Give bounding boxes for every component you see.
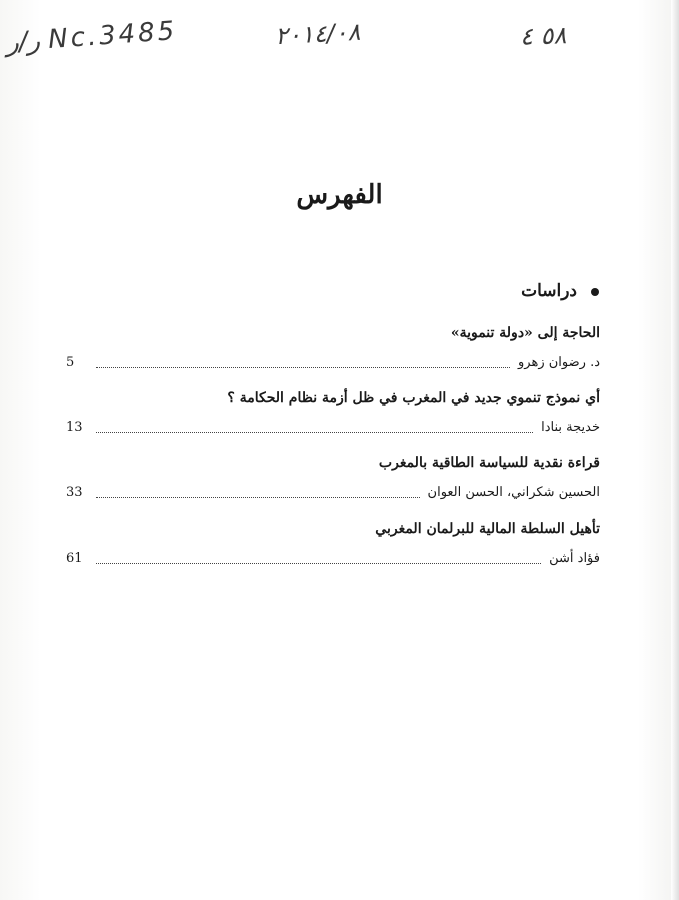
handwritten-date: ٢٠١٤/٠٨ [274, 17, 362, 51]
page-edge-shadow [671, 0, 679, 900]
dotted-leader [96, 497, 420, 498]
toc-entry[interactable] [66, 322, 600, 372]
toc-entry-author: د. رضوان زهرو [518, 355, 600, 370]
toc-entry-line [66, 480, 600, 502]
toc-entry-title: الحاجة إلى «دولة تنموية» [450, 325, 600, 341]
toc-entry-page: 61 [66, 551, 83, 566]
toc-entry-title: قراءة نقدية للسياسة الطاقية بالمغرب [378, 455, 600, 471]
handwritten-issue-number: ٥٨ ٤ [519, 21, 567, 51]
toc-entry[interactable] [66, 387, 600, 437]
handwritten-reference-number: ر/ر Nc.3485 [5, 16, 179, 58]
dotted-leader [96, 563, 541, 564]
toc-entry-title: تأهيل السلطة المالية للبرلمان المغربي [375, 521, 600, 537]
toc-entry-author: خديجة بنادا [541, 420, 600, 435]
toc-entry-author: فؤاد أشن [549, 551, 600, 566]
toc-entry-line [66, 546, 600, 568]
dotted-leader [96, 367, 510, 368]
dotted-leader [96, 432, 533, 433]
toc-entry-line [66, 415, 600, 437]
toc-entry[interactable] [66, 452, 600, 502]
bullet-icon [591, 288, 599, 296]
toc-title: الفهرس [296, 180, 383, 210]
toc-entry-title: أي نموذج تنموي جديد في المغرب في ظل أزمة نظام الحكامة ؟ [227, 390, 600, 406]
toc-entry[interactable] [66, 518, 600, 568]
toc-entry-page: 33 [66, 485, 83, 500]
toc-entry-page: 13 [66, 420, 83, 435]
toc-entry-author: الحسين شكراني، الحسن العوان [427, 485, 600, 500]
toc-entry-page: 5 [66, 355, 75, 370]
toc-section-heading [521, 281, 599, 301]
toc-entry-line [66, 350, 600, 372]
toc-section-label: دراسات [521, 281, 577, 301]
